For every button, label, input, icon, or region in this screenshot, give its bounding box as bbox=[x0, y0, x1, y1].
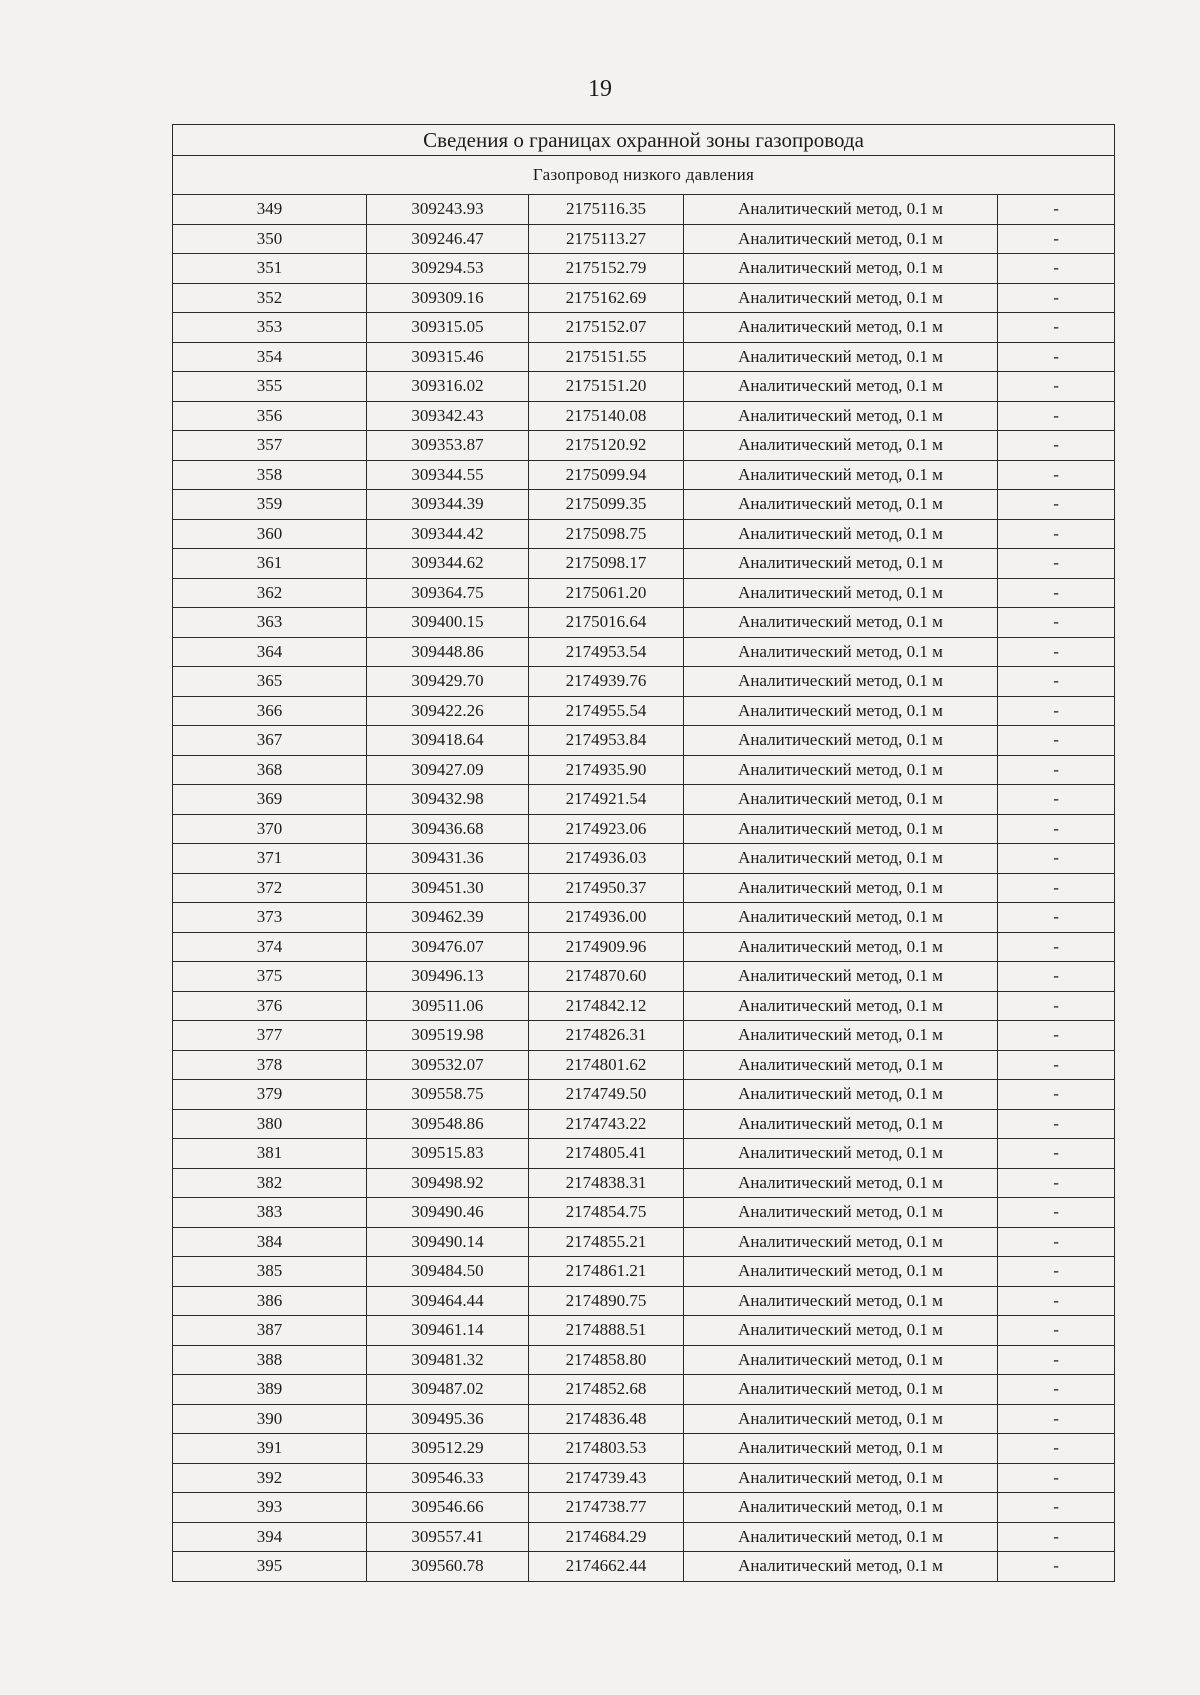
table-body bbox=[173, 195, 1115, 1582]
table-row bbox=[173, 755, 1115, 785]
table-row bbox=[173, 1522, 1115, 1552]
note-cell: - bbox=[998, 342, 1115, 372]
note-cell: - bbox=[998, 785, 1115, 815]
table-row bbox=[173, 283, 1115, 313]
point-number-cell: 373 bbox=[173, 903, 367, 933]
table-row bbox=[173, 814, 1115, 844]
x-coordinate-cell: 309246.47 bbox=[367, 224, 529, 254]
method-cell: Аналитический метод, 0.1 м bbox=[684, 1316, 998, 1346]
point-number-cell: 353 bbox=[173, 313, 367, 343]
point-number-cell: 357 bbox=[173, 431, 367, 461]
point-number-cell: 379 bbox=[173, 1080, 367, 1110]
point-number-cell: 363 bbox=[173, 608, 367, 638]
point-number-cell: 360 bbox=[173, 519, 367, 549]
method-cell: Аналитический метод, 0.1 м bbox=[684, 608, 998, 638]
method-cell: Аналитический метод, 0.1 м bbox=[684, 490, 998, 520]
note-cell: - bbox=[998, 1463, 1115, 1493]
note-cell: - bbox=[998, 667, 1115, 697]
table-row bbox=[173, 372, 1115, 402]
x-coordinate-cell: 309546.66 bbox=[367, 1493, 529, 1523]
table-row bbox=[173, 962, 1115, 992]
x-coordinate-cell: 309342.43 bbox=[367, 401, 529, 431]
method-cell: Аналитический метод, 0.1 м bbox=[684, 667, 998, 697]
note-cell: - bbox=[998, 726, 1115, 756]
table-row bbox=[173, 490, 1115, 520]
point-number-cell: 387 bbox=[173, 1316, 367, 1346]
point-number-cell: 358 bbox=[173, 460, 367, 490]
note-cell: - bbox=[998, 932, 1115, 962]
table-row bbox=[173, 1493, 1115, 1523]
table-row bbox=[173, 460, 1115, 490]
point-number-cell: 365 bbox=[173, 667, 367, 697]
method-cell: Аналитический метод, 0.1 м bbox=[684, 1021, 998, 1051]
y-coordinate-cell: 2174870.60 bbox=[529, 962, 684, 992]
x-coordinate-cell: 309427.09 bbox=[367, 755, 529, 785]
point-number-cell: 362 bbox=[173, 578, 367, 608]
x-coordinate-cell: 309309.16 bbox=[367, 283, 529, 313]
y-coordinate-cell: 2174838.31 bbox=[529, 1168, 684, 1198]
method-cell: Аналитический метод, 0.1 м bbox=[684, 460, 998, 490]
method-cell: Аналитический метод, 0.1 м bbox=[684, 224, 998, 254]
y-coordinate-cell: 2174842.12 bbox=[529, 991, 684, 1021]
method-cell: Аналитический метод, 0.1 м bbox=[684, 726, 998, 756]
x-coordinate-cell: 309294.53 bbox=[367, 254, 529, 284]
table-row bbox=[173, 1227, 1115, 1257]
x-coordinate-cell: 309418.64 bbox=[367, 726, 529, 756]
point-number-cell: 392 bbox=[173, 1463, 367, 1493]
table-row bbox=[173, 903, 1115, 933]
method-cell: Аналитический метод, 0.1 м bbox=[684, 342, 998, 372]
y-coordinate-cell: 2174953.84 bbox=[529, 726, 684, 756]
method-cell: Аналитический метод, 0.1 м bbox=[684, 1050, 998, 1080]
table-row bbox=[173, 254, 1115, 284]
point-number-cell: 393 bbox=[173, 1493, 367, 1523]
note-cell: - bbox=[998, 1050, 1115, 1080]
point-number-cell: 375 bbox=[173, 962, 367, 992]
table-title: Сведения о границах охранной зоны газопровода bbox=[173, 125, 1115, 156]
table-row bbox=[173, 1434, 1115, 1464]
note-cell: - bbox=[998, 519, 1115, 549]
method-cell: Аналитический метод, 0.1 м bbox=[684, 254, 998, 284]
y-coordinate-cell: 2175162.69 bbox=[529, 283, 684, 313]
point-number-cell: 359 bbox=[173, 490, 367, 520]
method-cell: Аналитический метод, 0.1 м bbox=[684, 932, 998, 962]
note-cell: - bbox=[998, 578, 1115, 608]
table-row bbox=[173, 1080, 1115, 1110]
note-cell: - bbox=[998, 1493, 1115, 1523]
x-coordinate-cell: 309495.36 bbox=[367, 1404, 529, 1434]
y-coordinate-cell: 2174684.29 bbox=[529, 1522, 684, 1552]
table-row bbox=[173, 1463, 1115, 1493]
method-cell: Аналитический метод, 0.1 м bbox=[684, 519, 998, 549]
y-coordinate-cell: 2174950.37 bbox=[529, 873, 684, 903]
note-cell: - bbox=[998, 1227, 1115, 1257]
page-number: 19 bbox=[588, 76, 612, 102]
point-number-cell: 388 bbox=[173, 1345, 367, 1375]
y-coordinate-cell: 2175120.92 bbox=[529, 431, 684, 461]
y-coordinate-cell: 2174855.21 bbox=[529, 1227, 684, 1257]
note-cell: - bbox=[998, 1316, 1115, 1346]
x-coordinate-cell: 309481.32 bbox=[367, 1345, 529, 1375]
point-number-cell: 370 bbox=[173, 814, 367, 844]
note-cell: - bbox=[998, 1257, 1115, 1287]
x-coordinate-cell: 309560.78 bbox=[367, 1552, 529, 1582]
note-cell: - bbox=[998, 903, 1115, 933]
method-cell: Аналитический метод, 0.1 м bbox=[684, 549, 998, 579]
x-coordinate-cell: 309461.14 bbox=[367, 1316, 529, 1346]
y-coordinate-cell: 2175098.75 bbox=[529, 519, 684, 549]
point-number-cell: 354 bbox=[173, 342, 367, 372]
note-cell: - bbox=[998, 814, 1115, 844]
x-coordinate-cell: 309511.06 bbox=[367, 991, 529, 1021]
x-coordinate-cell: 309315.46 bbox=[367, 342, 529, 372]
x-coordinate-cell: 309432.98 bbox=[367, 785, 529, 815]
note-cell: - bbox=[998, 1080, 1115, 1110]
point-number-cell: 356 bbox=[173, 401, 367, 431]
x-coordinate-cell: 309498.92 bbox=[367, 1168, 529, 1198]
note-cell: - bbox=[998, 372, 1115, 402]
x-coordinate-cell: 309496.13 bbox=[367, 962, 529, 992]
note-cell: - bbox=[998, 962, 1115, 992]
y-coordinate-cell: 2175113.27 bbox=[529, 224, 684, 254]
x-coordinate-cell: 309558.75 bbox=[367, 1080, 529, 1110]
method-cell: Аналитический метод, 0.1 м bbox=[684, 1434, 998, 1464]
y-coordinate-cell: 2175151.55 bbox=[529, 342, 684, 372]
method-cell: Аналитический метод, 0.1 м bbox=[684, 195, 998, 225]
x-coordinate-cell: 309451.30 bbox=[367, 873, 529, 903]
y-coordinate-cell: 2175151.20 bbox=[529, 372, 684, 402]
table-row bbox=[173, 1050, 1115, 1080]
x-coordinate-cell: 309484.50 bbox=[367, 1257, 529, 1287]
table-row bbox=[173, 195, 1115, 225]
table-row bbox=[173, 342, 1115, 372]
y-coordinate-cell: 2174861.21 bbox=[529, 1257, 684, 1287]
method-cell: Аналитический метод, 0.1 м bbox=[684, 1080, 998, 1110]
x-coordinate-cell: 309519.98 bbox=[367, 1021, 529, 1051]
table-row bbox=[173, 401, 1115, 431]
y-coordinate-cell: 2174955.54 bbox=[529, 696, 684, 726]
note-cell: - bbox=[998, 1139, 1115, 1169]
point-number-cell: 351 bbox=[173, 254, 367, 284]
table-row bbox=[173, 991, 1115, 1021]
y-coordinate-cell: 2174923.06 bbox=[529, 814, 684, 844]
y-coordinate-cell: 2174936.00 bbox=[529, 903, 684, 933]
method-cell: Аналитический метод, 0.1 м bbox=[684, 401, 998, 431]
y-coordinate-cell: 2174935.90 bbox=[529, 755, 684, 785]
point-number-cell: 355 bbox=[173, 372, 367, 402]
note-cell: - bbox=[998, 195, 1115, 225]
table-row bbox=[173, 1404, 1115, 1434]
point-number-cell: 391 bbox=[173, 1434, 367, 1464]
method-cell: Аналитический метод, 0.1 м bbox=[684, 578, 998, 608]
table-row bbox=[173, 224, 1115, 254]
y-coordinate-cell: 2174743.22 bbox=[529, 1109, 684, 1139]
table-row bbox=[173, 578, 1115, 608]
x-coordinate-cell: 309490.46 bbox=[367, 1198, 529, 1228]
y-coordinate-cell: 2174826.31 bbox=[529, 1021, 684, 1051]
x-coordinate-cell: 309429.70 bbox=[367, 667, 529, 697]
y-coordinate-cell: 2174854.75 bbox=[529, 1198, 684, 1228]
table-row bbox=[173, 1552, 1115, 1582]
method-cell: Аналитический метод, 0.1 м bbox=[684, 962, 998, 992]
y-coordinate-cell: 2174749.50 bbox=[529, 1080, 684, 1110]
x-coordinate-cell: 309512.29 bbox=[367, 1434, 529, 1464]
point-number-cell: 368 bbox=[173, 755, 367, 785]
x-coordinate-cell: 309400.15 bbox=[367, 608, 529, 638]
note-cell: - bbox=[998, 254, 1115, 284]
y-coordinate-cell: 2175140.08 bbox=[529, 401, 684, 431]
y-coordinate-cell: 2175152.07 bbox=[529, 313, 684, 343]
point-number-cell: 367 bbox=[173, 726, 367, 756]
y-coordinate-cell: 2174936.03 bbox=[529, 844, 684, 874]
point-number-cell: 382 bbox=[173, 1168, 367, 1198]
point-number-cell: 377 bbox=[173, 1021, 367, 1051]
table-row bbox=[173, 1316, 1115, 1346]
method-cell: Аналитический метод, 0.1 м bbox=[684, 1522, 998, 1552]
point-number-cell: 395 bbox=[173, 1552, 367, 1582]
table-subtitle: Газопровод низкого давления bbox=[173, 156, 1115, 195]
table-row bbox=[173, 1375, 1115, 1405]
table-row bbox=[173, 1286, 1115, 1316]
note-cell: - bbox=[998, 1522, 1115, 1552]
method-cell: Аналитический метод, 0.1 м bbox=[684, 1493, 998, 1523]
table-row bbox=[173, 1021, 1115, 1051]
point-number-cell: 364 bbox=[173, 637, 367, 667]
note-cell: - bbox=[998, 283, 1115, 313]
table-row bbox=[173, 1198, 1115, 1228]
note-cell: - bbox=[998, 224, 1115, 254]
method-cell: Аналитический метод, 0.1 м bbox=[684, 1286, 998, 1316]
method-cell: Аналитический метод, 0.1 м bbox=[684, 1198, 998, 1228]
x-coordinate-cell: 309557.41 bbox=[367, 1522, 529, 1552]
y-coordinate-cell: 2175099.35 bbox=[529, 490, 684, 520]
method-cell: Аналитический метод, 0.1 м bbox=[684, 814, 998, 844]
method-cell: Аналитический метод, 0.1 м bbox=[684, 1168, 998, 1198]
note-cell: - bbox=[998, 873, 1115, 903]
method-cell: Аналитический метод, 0.1 м bbox=[684, 1109, 998, 1139]
table-row bbox=[173, 519, 1115, 549]
note-cell: - bbox=[998, 1345, 1115, 1375]
note-cell: - bbox=[998, 1375, 1115, 1405]
table-row bbox=[173, 637, 1115, 667]
note-cell: - bbox=[998, 991, 1115, 1021]
y-coordinate-cell: 2174836.48 bbox=[529, 1404, 684, 1434]
y-coordinate-cell: 2174939.76 bbox=[529, 667, 684, 697]
note-cell: - bbox=[998, 313, 1115, 343]
table-row bbox=[173, 1257, 1115, 1287]
y-coordinate-cell: 2174801.62 bbox=[529, 1050, 684, 1080]
method-cell: Аналитический метод, 0.1 м bbox=[684, 785, 998, 815]
note-cell: - bbox=[998, 460, 1115, 490]
y-coordinate-cell: 2174858.80 bbox=[529, 1345, 684, 1375]
x-coordinate-cell: 309422.26 bbox=[367, 696, 529, 726]
point-number-cell: 386 bbox=[173, 1286, 367, 1316]
y-coordinate-cell: 2174803.53 bbox=[529, 1434, 684, 1464]
x-coordinate-cell: 309464.44 bbox=[367, 1286, 529, 1316]
note-cell: - bbox=[998, 1021, 1115, 1051]
x-coordinate-cell: 309448.86 bbox=[367, 637, 529, 667]
note-cell: - bbox=[998, 755, 1115, 785]
note-cell: - bbox=[998, 490, 1115, 520]
x-coordinate-cell: 309316.02 bbox=[367, 372, 529, 402]
note-cell: - bbox=[998, 637, 1115, 667]
note-cell: - bbox=[998, 401, 1115, 431]
method-cell: Аналитический метод, 0.1 м bbox=[684, 1463, 998, 1493]
point-number-cell: 390 bbox=[173, 1404, 367, 1434]
y-coordinate-cell: 2175116.35 bbox=[529, 195, 684, 225]
point-number-cell: 369 bbox=[173, 785, 367, 815]
note-cell: - bbox=[998, 1552, 1115, 1582]
table-row bbox=[173, 932, 1115, 962]
method-cell: Аналитический метод, 0.1 м bbox=[684, 431, 998, 461]
table-row bbox=[173, 1345, 1115, 1375]
x-coordinate-cell: 309364.75 bbox=[367, 578, 529, 608]
y-coordinate-cell: 2174738.77 bbox=[529, 1493, 684, 1523]
x-coordinate-cell: 309353.87 bbox=[367, 431, 529, 461]
table-row bbox=[173, 873, 1115, 903]
method-cell: Аналитический метод, 0.1 м bbox=[684, 1552, 998, 1582]
method-cell: Аналитический метод, 0.1 м bbox=[684, 1139, 998, 1169]
x-coordinate-cell: 309344.42 bbox=[367, 519, 529, 549]
note-cell: - bbox=[998, 1286, 1115, 1316]
y-coordinate-cell: 2174805.41 bbox=[529, 1139, 684, 1169]
x-coordinate-cell: 309344.39 bbox=[367, 490, 529, 520]
table-row bbox=[173, 1139, 1115, 1169]
table-row bbox=[173, 549, 1115, 579]
method-cell: Аналитический метод, 0.1 м bbox=[684, 1227, 998, 1257]
y-coordinate-cell: 2175099.94 bbox=[529, 460, 684, 490]
y-coordinate-cell: 2174953.54 bbox=[529, 637, 684, 667]
point-number-cell: 389 bbox=[173, 1375, 367, 1405]
x-coordinate-cell: 309490.14 bbox=[367, 1227, 529, 1257]
point-number-cell: 380 bbox=[173, 1109, 367, 1139]
x-coordinate-cell: 309487.02 bbox=[367, 1375, 529, 1405]
x-coordinate-cell: 309344.62 bbox=[367, 549, 529, 579]
point-number-cell: 378 bbox=[173, 1050, 367, 1080]
table-row bbox=[173, 785, 1115, 815]
point-number-cell: 374 bbox=[173, 932, 367, 962]
point-number-cell: 361 bbox=[173, 549, 367, 579]
point-number-cell: 371 bbox=[173, 844, 367, 874]
point-number-cell: 350 bbox=[173, 224, 367, 254]
x-coordinate-cell: 309243.93 bbox=[367, 195, 529, 225]
point-number-cell: 394 bbox=[173, 1522, 367, 1552]
method-cell: Аналитический метод, 0.1 м bbox=[684, 903, 998, 933]
method-cell: Аналитический метод, 0.1 м bbox=[684, 1257, 998, 1287]
note-cell: - bbox=[998, 608, 1115, 638]
note-cell: - bbox=[998, 696, 1115, 726]
note-cell: - bbox=[998, 844, 1115, 874]
y-coordinate-cell: 2174888.51 bbox=[529, 1316, 684, 1346]
table-row bbox=[173, 431, 1115, 461]
y-coordinate-cell: 2175098.17 bbox=[529, 549, 684, 579]
method-cell: Аналитический метод, 0.1 м bbox=[684, 696, 998, 726]
method-cell: Аналитический метод, 0.1 м bbox=[684, 1404, 998, 1434]
y-coordinate-cell: 2174890.75 bbox=[529, 1286, 684, 1316]
table-row bbox=[173, 726, 1115, 756]
note-cell: - bbox=[998, 1198, 1115, 1228]
table-row bbox=[173, 844, 1115, 874]
table-row bbox=[173, 696, 1115, 726]
point-number-cell: 366 bbox=[173, 696, 367, 726]
note-cell: - bbox=[998, 431, 1115, 461]
point-number-cell: 376 bbox=[173, 991, 367, 1021]
note-cell: - bbox=[998, 1434, 1115, 1464]
y-coordinate-cell: 2174662.44 bbox=[529, 1552, 684, 1582]
point-number-cell: 352 bbox=[173, 283, 367, 313]
x-coordinate-cell: 309344.55 bbox=[367, 460, 529, 490]
boundary-table bbox=[172, 124, 1115, 1582]
y-coordinate-cell: 2175152.79 bbox=[529, 254, 684, 284]
method-cell: Аналитический метод, 0.1 м bbox=[684, 991, 998, 1021]
table-row bbox=[173, 313, 1115, 343]
note-cell: - bbox=[998, 1404, 1115, 1434]
point-number-cell: 372 bbox=[173, 873, 367, 903]
method-cell: Аналитический метод, 0.1 м bbox=[684, 873, 998, 903]
method-cell: Аналитический метод, 0.1 м bbox=[684, 283, 998, 313]
y-coordinate-cell: 2174909.96 bbox=[529, 932, 684, 962]
y-coordinate-cell: 2175016.64 bbox=[529, 608, 684, 638]
x-coordinate-cell: 309548.86 bbox=[367, 1109, 529, 1139]
method-cell: Аналитический метод, 0.1 м bbox=[684, 313, 998, 343]
table-row bbox=[173, 608, 1115, 638]
x-coordinate-cell: 309315.05 bbox=[367, 313, 529, 343]
y-coordinate-cell: 2174739.43 bbox=[529, 1463, 684, 1493]
point-number-cell: 349 bbox=[173, 195, 367, 225]
y-coordinate-cell: 2174852.68 bbox=[529, 1375, 684, 1405]
method-cell: Аналитический метод, 0.1 м bbox=[684, 1375, 998, 1405]
point-number-cell: 385 bbox=[173, 1257, 367, 1287]
x-coordinate-cell: 309436.68 bbox=[367, 814, 529, 844]
table-row bbox=[173, 1109, 1115, 1139]
x-coordinate-cell: 309431.36 bbox=[367, 844, 529, 874]
method-cell: Аналитический метод, 0.1 м bbox=[684, 755, 998, 785]
x-coordinate-cell: 309546.33 bbox=[367, 1463, 529, 1493]
table-row bbox=[173, 1168, 1115, 1198]
x-coordinate-cell: 309476.07 bbox=[367, 932, 529, 962]
y-coordinate-cell: 2174921.54 bbox=[529, 785, 684, 815]
method-cell: Аналитический метод, 0.1 м bbox=[684, 372, 998, 402]
note-cell: - bbox=[998, 1109, 1115, 1139]
table-row bbox=[173, 667, 1115, 697]
method-cell: Аналитический метод, 0.1 м bbox=[684, 1345, 998, 1375]
point-number-cell: 383 bbox=[173, 1198, 367, 1228]
method-cell: Аналитический метод, 0.1 м bbox=[684, 637, 998, 667]
note-cell: - bbox=[998, 1168, 1115, 1198]
x-coordinate-cell: 309532.07 bbox=[367, 1050, 529, 1080]
x-coordinate-cell: 309462.39 bbox=[367, 903, 529, 933]
y-coordinate-cell: 2175061.20 bbox=[529, 578, 684, 608]
point-number-cell: 381 bbox=[173, 1139, 367, 1169]
note-cell: - bbox=[998, 549, 1115, 579]
point-number-cell: 384 bbox=[173, 1227, 367, 1257]
x-coordinate-cell: 309515.83 bbox=[367, 1139, 529, 1169]
method-cell: Аналитический метод, 0.1 м bbox=[684, 844, 998, 874]
